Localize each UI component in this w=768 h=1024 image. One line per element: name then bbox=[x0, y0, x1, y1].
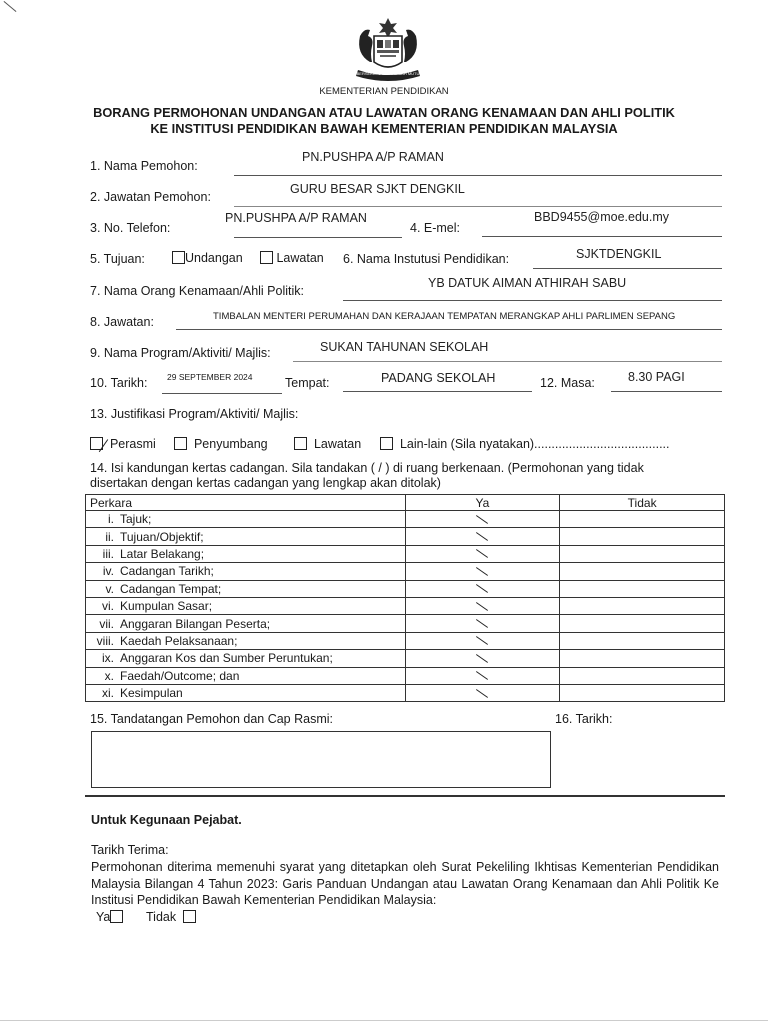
ya-cell[interactable] bbox=[405, 632, 560, 649]
tick-mark-icon bbox=[476, 654, 488, 663]
perkara-cell bbox=[86, 563, 406, 580]
program-line bbox=[293, 361, 722, 362]
undangan-checkbox[interactable] bbox=[172, 251, 185, 264]
item-number: xi. bbox=[102, 686, 114, 701]
office-divider bbox=[85, 795, 725, 797]
justifikasi-lawatan[interactable] bbox=[294, 437, 361, 451]
item-text: Faedah/Outcome; dan bbox=[120, 668, 240, 683]
perkara-cell bbox=[86, 545, 406, 562]
item-text: Cadangan Tarikh; bbox=[120, 564, 214, 579]
item-text: Kesimpulan bbox=[120, 686, 183, 701]
tick-mark-icon bbox=[476, 689, 488, 698]
tidak-cell[interactable] bbox=[560, 650, 725, 667]
office-heading: Untuk Kegunaan Pejabat. bbox=[91, 813, 242, 827]
tick-mark-icon bbox=[476, 567, 488, 576]
lawatan-label: Lawatan bbox=[276, 251, 324, 265]
item-number: vi. bbox=[102, 599, 114, 614]
orang-kenamaan-value[interactable]: YB DATUK AIMAN ATHIRAH SABU bbox=[428, 276, 627, 290]
emel-line bbox=[482, 236, 722, 237]
table-row bbox=[86, 684, 725, 701]
institusi-label: 6. Nama Instutusi Pendidikan: bbox=[343, 252, 510, 266]
emel-label: 4. E-mel: bbox=[410, 221, 461, 235]
no-telefon-label: 3. No. Telefon: bbox=[90, 221, 171, 235]
office-ya-option[interactable] bbox=[96, 910, 123, 924]
justifikasi-lain-lain[interactable] bbox=[380, 437, 670, 451]
table-row bbox=[86, 528, 725, 545]
masa-value[interactable]: 8.30 PAGI bbox=[628, 370, 685, 384]
item-text: Tujuan/Objektif; bbox=[120, 529, 204, 544]
penyumbang-label: Penyumbang bbox=[193, 437, 268, 451]
section14-instruction-line2: disertakan dengan kertas cadangan yang lengkap akan ditolak) bbox=[90, 476, 441, 490]
svg-text:BERSEKUTU BERTAMBAH MUTU: BERSEKUTU BERTAMBAH MUTU bbox=[356, 71, 420, 76]
jawatan-pemohon-label: 2. Jawatan Pemohon: bbox=[90, 190, 211, 204]
lain-lain-checkbox[interactable] bbox=[380, 437, 393, 450]
bottom-edge bbox=[0, 1020, 768, 1021]
item-text: Anggaran Bilangan Peserta; bbox=[120, 616, 271, 631]
table-row bbox=[86, 615, 725, 632]
tarikh-16-label: 16. Tarikh: bbox=[555, 712, 613, 726]
tujuan-label: 5. Tujuan: bbox=[90, 252, 145, 266]
office-paragraph: Permohonan diterima memenuhi syarat yang ditetapkan oleh Surat Pekeliling Ikhtisas Kementerian Pendidikan Malaysia Bilangan 4 Tahun 2023: Garis Panduan Undangan atau Lawatan Orang Kenamaan dan Ahli Politik Ke Institusi Pendidikan Bawah Kementerian Pendidikan Malaysia: bbox=[91, 860, 719, 907]
table-row bbox=[86, 667, 725, 684]
jawatan-value[interactable]: TIMBALAN MENTERI PERUMAHAN DAN KERAJAAN TEMPATAN MERANGKAP AHLI PARLIMEN SEPANG bbox=[213, 311, 676, 322]
jawatan-pemohon-line bbox=[234, 206, 722, 207]
program-label: 9. Nama Program/Aktiviti/ Majlis: bbox=[90, 346, 271, 360]
no-telefon-value[interactable]: PN.PUSHPA A/P RAMAN bbox=[225, 211, 367, 225]
tempat-line bbox=[343, 391, 532, 392]
ya-cell[interactable] bbox=[405, 511, 560, 528]
ministry-name: KEMENTERIAN PENDIDIKAN bbox=[319, 86, 449, 97]
tidak-cell[interactable] bbox=[560, 684, 725, 701]
office-ya-label: Ya bbox=[96, 910, 111, 924]
tandatangan-label: 15. Tandatangan Pemohon dan Cap Rasmi: bbox=[90, 712, 333, 726]
tujuan-undangan-option[interactable] bbox=[172, 251, 243, 265]
perasmi-label: Perasmi bbox=[109, 437, 156, 451]
ya-cell[interactable] bbox=[405, 528, 560, 545]
perkara-cell bbox=[86, 667, 406, 684]
tick-mark-icon bbox=[476, 671, 488, 680]
penyumbang-checkbox[interactable] bbox=[174, 437, 187, 450]
justifikasi-penyumbang[interactable] bbox=[174, 437, 268, 451]
perkara-cell bbox=[86, 597, 406, 614]
item-number: i. bbox=[108, 512, 114, 527]
office-ya-checkbox[interactable] bbox=[110, 910, 123, 923]
item-number: ix. bbox=[102, 651, 114, 666]
col-ya: Ya bbox=[405, 495, 560, 511]
tick-mark-icon bbox=[476, 636, 488, 645]
nama-pemohon-value[interactable]: PN.PUSHPA A/P RAMAN bbox=[302, 150, 444, 164]
tarikh-value[interactable]: 29 SEPTEMBER 2024 bbox=[167, 372, 253, 382]
tick-mark-icon bbox=[476, 515, 488, 524]
form-title-line1: BORANG PERMOHONAN UNDANGAN ATAU LAWATAN ORANG KENAMAAN DAN AHLI POLITIK bbox=[93, 105, 675, 120]
section14-instruction-line1: 14. Isi kandungan kertas cadangan. Sila tandakan ( / ) di ruang berkenaan. (Permohonan yang tidak bbox=[90, 461, 644, 475]
kertas-cadangan-table bbox=[85, 494, 725, 702]
perkara-cell bbox=[86, 650, 406, 667]
tidak-cell[interactable] bbox=[560, 511, 725, 528]
ya-cell[interactable] bbox=[405, 684, 560, 701]
justifikasi-lawatan-label: Lawatan bbox=[313, 437, 362, 451]
tempat-value[interactable]: PADANG SEKOLAH bbox=[381, 371, 496, 385]
item-text: Latar Belakang; bbox=[120, 546, 205, 561]
ya-cell[interactable] bbox=[405, 580, 560, 597]
form-title-line2: KE INSTITUSI PENDIDIKAN BAWAH KEMENTERIAN PENDIDIKAN MALAYSIA bbox=[150, 121, 618, 136]
program-value[interactable]: SUKAN TAHUNAN SEKOLAH bbox=[320, 340, 489, 354]
ya-cell[interactable] bbox=[405, 667, 560, 684]
masa-label: 12. Masa: bbox=[540, 376, 595, 390]
emel-value[interactable]: BBD9455@moe.edu.my bbox=[534, 210, 669, 224]
jawatan-label: 8. Jawatan: bbox=[90, 315, 154, 329]
tarikh-label: 10. Tarikh: bbox=[90, 376, 148, 390]
item-number: viii. bbox=[96, 633, 114, 648]
perkara-cell bbox=[86, 684, 406, 701]
item-number: x. bbox=[104, 668, 114, 683]
jawatan-pemohon-value[interactable]: GURU BESAR SJKT DENGKIL bbox=[290, 182, 465, 196]
item-number: ii. bbox=[105, 529, 114, 544]
office-tidak-checkbox[interactable] bbox=[183, 910, 196, 923]
tidak-cell[interactable] bbox=[560, 545, 725, 562]
undangan-label: Undangan bbox=[185, 251, 243, 265]
tidak-cell[interactable] bbox=[560, 597, 725, 614]
lain-lain-label: Lain-lain (Sila nyatakan)....................................... bbox=[399, 437, 670, 451]
tick-mark-icon bbox=[476, 602, 488, 611]
item-text: Tajuk; bbox=[120, 512, 152, 527]
table-row bbox=[86, 511, 725, 528]
table-row bbox=[86, 563, 725, 580]
justifikasi-label: 13. Justifikasi Program/Aktiviti/ Majlis: bbox=[90, 407, 299, 421]
office-tidak-option[interactable] bbox=[146, 910, 196, 924]
nama-pemohon-line bbox=[234, 175, 722, 176]
tick-mark-icon bbox=[476, 619, 488, 628]
tick-mark-icon bbox=[476, 584, 488, 593]
office-tidak-label: Tidak bbox=[146, 910, 177, 924]
tidak-cell[interactable] bbox=[560, 580, 725, 597]
jawatan-line bbox=[176, 329, 722, 330]
item-text: Kumpulan Sasar; bbox=[120, 599, 213, 614]
ya-cell[interactable] bbox=[405, 563, 560, 580]
item-number: vii. bbox=[99, 616, 114, 631]
ya-cell[interactable] bbox=[405, 650, 560, 667]
institusi-value[interactable]: SJKTDENGKIL bbox=[576, 247, 662, 261]
perkara-cell bbox=[86, 580, 406, 597]
ya-cell[interactable] bbox=[405, 597, 560, 614]
table-row bbox=[86, 580, 725, 597]
perkara-cell bbox=[86, 632, 406, 649]
ya-cell[interactable] bbox=[405, 545, 560, 562]
perkara-cell bbox=[86, 511, 406, 528]
tidak-cell[interactable] bbox=[560, 632, 725, 649]
col-perkara: Perkara bbox=[86, 495, 406, 511]
tidak-cell[interactable] bbox=[560, 667, 725, 684]
perasmi-checkbox[interactable] bbox=[90, 437, 103, 450]
item-text: Kaedah Pelaksanaan; bbox=[120, 633, 238, 648]
coat-of-arms-logo bbox=[340, 14, 436, 84]
orang-kenamaan-label: 7. Nama Orang Kenamaan/Ahli Politik: bbox=[90, 284, 304, 298]
tick-mark-icon bbox=[476, 532, 488, 541]
institusi-line bbox=[533, 268, 722, 269]
table-header-row bbox=[86, 495, 725, 511]
nama-pemohon-label: 1. Nama Pemohon: bbox=[90, 159, 198, 173]
item-number: v. bbox=[105, 581, 114, 596]
table-row bbox=[86, 650, 725, 667]
justifikasi-lawatan-checkbox[interactable] bbox=[294, 437, 307, 450]
justifikasi-perasmi[interactable] bbox=[90, 437, 156, 451]
masa-line bbox=[611, 391, 722, 392]
scan-mark bbox=[4, 1, 17, 12]
perkara-cell bbox=[86, 528, 406, 545]
tujuan-lawatan-option[interactable] bbox=[260, 251, 324, 265]
table-row bbox=[86, 632, 725, 649]
tidak-cell[interactable] bbox=[560, 615, 725, 632]
perkara-cell bbox=[86, 615, 406, 632]
tarikh-terima-label: Tarikh Terima: bbox=[91, 843, 169, 857]
tidak-cell[interactable] bbox=[560, 563, 725, 580]
item-text: Cadangan Tempat; bbox=[120, 581, 222, 596]
table-row bbox=[86, 597, 725, 614]
orang-kenamaan-line bbox=[343, 300, 722, 301]
no-telefon-line bbox=[234, 237, 402, 238]
lawatan-checkbox[interactable] bbox=[260, 251, 273, 264]
signature-box[interactable] bbox=[91, 731, 551, 788]
tempat-label: Tempat: bbox=[285, 376, 330, 390]
item-number: iii. bbox=[102, 546, 114, 561]
item-number: iv. bbox=[102, 564, 114, 579]
item-text: Anggaran Kos dan Sumber Peruntukan; bbox=[120, 651, 333, 666]
tidak-cell[interactable] bbox=[560, 528, 725, 545]
ya-cell[interactable] bbox=[405, 615, 560, 632]
tick-mark-icon bbox=[476, 550, 488, 559]
col-tidak: Tidak bbox=[560, 495, 725, 511]
table-row bbox=[86, 545, 725, 562]
table-body bbox=[86, 511, 725, 702]
tarikh-line bbox=[162, 393, 282, 394]
